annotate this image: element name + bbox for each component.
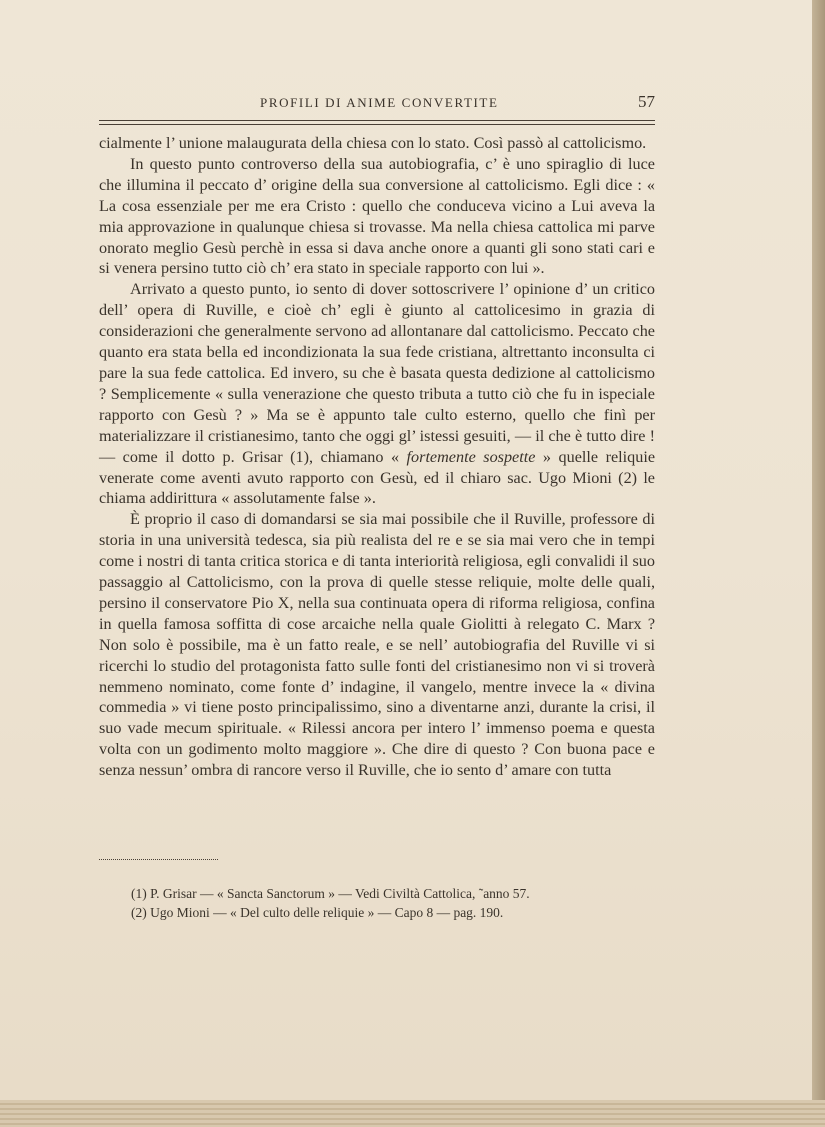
page-header (99, 92, 655, 115)
page-edge-bottom (0, 1100, 825, 1127)
page-number: 57 (638, 92, 655, 111)
running-head: PROFILI DI ANIME CONVERTITE (260, 95, 499, 110)
paragraph-1: cialmente l’ unione malaugurata della chiesa con lo stato. Così passò al cattolicismo. (99, 134, 647, 152)
footnote-1: (1) P. Grisar — « Sancta Sanctorum » — Vedi Civiltà Cattolica, ˜anno 57. (131, 886, 530, 901)
footnote-separator (99, 859, 218, 860)
body-text (99, 133, 655, 781)
page-edge-right (812, 0, 825, 1127)
paragraph-2: In questo punto controverso della sua autobiografia, c’ è uno spiraglio di luce che illumina il peccato d’ origine della sua conversione al cattolicismo. Egli dice : « La cosa essenziale per me era Cristo : quello che conduceva vicino a Lui aveva la mia approvazione in qualunque chiesa si trovasse. Ma nella chiesa cattolica mi parve onorato meglio Gesù perchè in essa si dava anche onore a quanti gli sono stati cari e si venera persino tutto ciò ch’ era stato in speciale rapporto con lui ». (99, 154, 655, 278)
paragraph-3-part-a: Arrivato a questo punto, io sento di dover sottoscrivere l’ opinione d’ un critico dell’ opera di Ruville, e cioè ch’ egli è giunto al cattolicesimo in grazia di considerazioni che generalmente servono ad allontanare dal cattolicismo. Peccato che quanto era stata bella ed incondizionata la sua fede cristiana, altrettanto inconsulta ci pare la sua fede cattolica. Ed invero, su che è basata questa dedizione al cattolicismo ? Semplicemente « sulla venerazione che questo tributa a tutto ciò che fu in ispeciale rapporto con Gesù ? » Ma se è appunto tale culto esterno, quello che finì per materializzare il cristianesimo, tanto che oggi gl’ istessi gesuiti, — il che è tutto dire ! — come il dotto p. Grisar (1), chiamano « (99, 280, 655, 466)
paragraph-3-part-b: » quelle reliquie venerate come aventi avuto rapporto con Gesù, ed il chiaro sac. Ugo Mioni (2) le chiama addirittura « assolutamente false ». (99, 447, 656, 508)
footnotes (131, 884, 631, 922)
paragraph-4: È proprio il caso di domandarsi se sia mai possibile che il Ruville, professore di storia in una università tedesca, sia più realista del re e se sia mai vero che in tempi come i nostri di tanta critica storica e di tanta interiorità religiosa, egli convalidi il suo passaggio al Cattolicismo, con la prova di quelle stesse reliquie, molte delle quali, persino il conservatore Pio X, nella sua continuata opera di riforma religiosa, confina in quella famosa soffitta di cose arcaiche nella quale Giolitti à relegato C. Marx ? Non solo è possibile, ma è un fatto reale, e se nell’ autobiografia del Ruville vi si ricerchi lo studio del protagonista fatto sulle fonti del cristianesimo non vi si troverà nemmeno nominato, come fonte d’ indagine, il vangelo, mentre invece la « divina commedia » vi tiene posto principalissimo, sino a diventarne anzi, durante la crisi, il suo vade mecum spirituale. « Rilessi ancora per intero l’ immenso poema e questa volta con un godimento molto maggiore ». Che dire di questo ? Con buona pace e senza nessun’ ombra di rancore verso il Ruville, che io sento d’ amare con tutta (99, 510, 655, 780)
footnote-2: (2) Ugo Mioni — « Del culto delle reliquie » — Capo 8 — pag. 190. (131, 905, 504, 920)
header-rule (99, 120, 655, 121)
header-rule-lower (99, 124, 655, 125)
italic-phrase: fortemente sospette (406, 447, 536, 466)
paragraph-3 (99, 279, 655, 509)
